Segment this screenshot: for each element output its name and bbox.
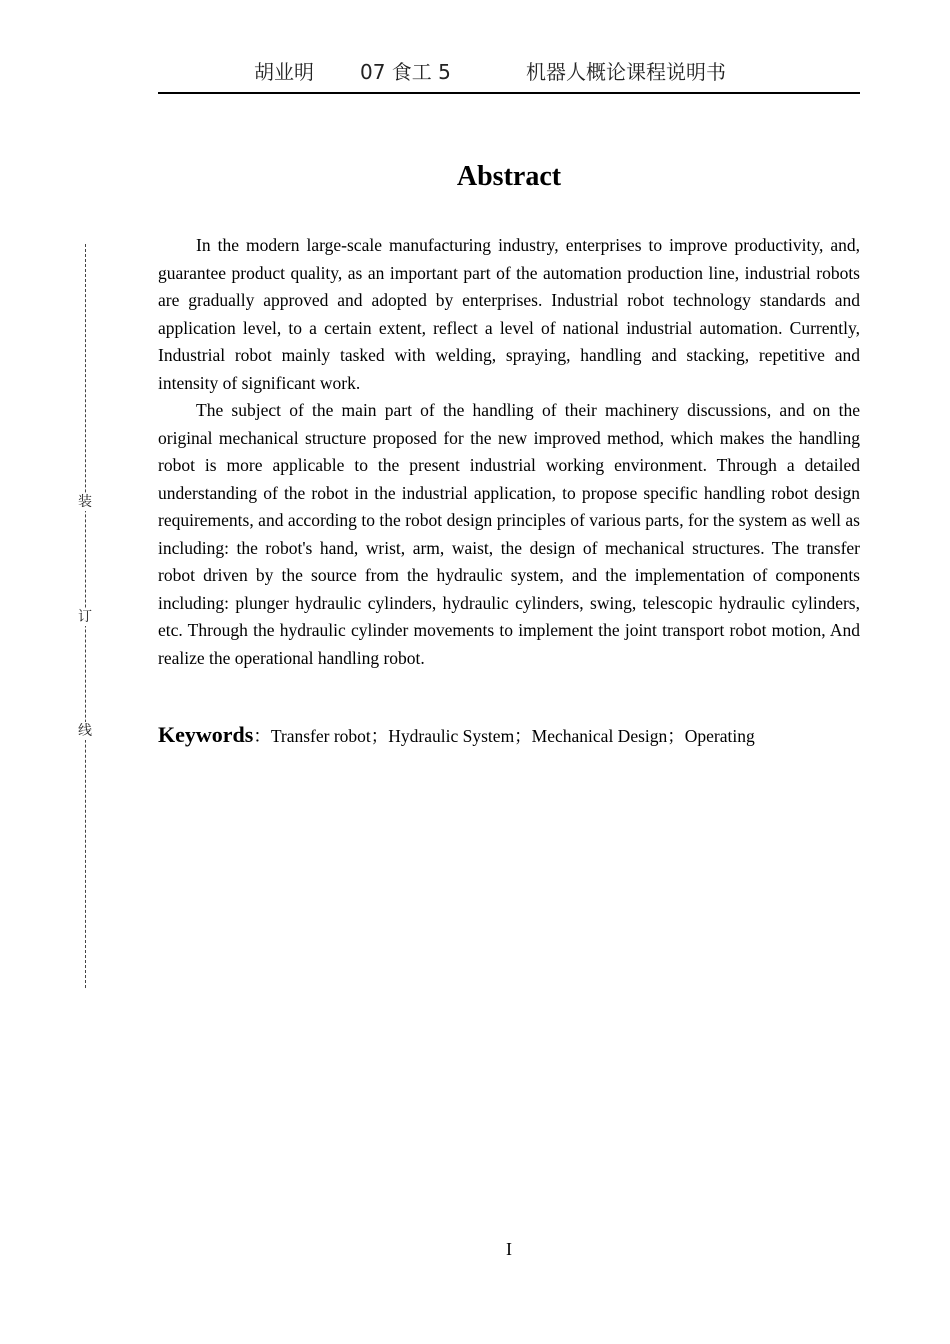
page-number: I [506,1239,512,1259]
keywords-line [158,720,860,751]
binding-char-ding: 订 [78,609,92,625]
abstract-body [158,232,860,672]
keywords-separator: ： [253,726,271,746]
keywords-label: Keywords [158,722,254,747]
header-course-title: 机器人概论课程说明书 [526,60,726,84]
abstract-paragraph: In the modern large-scale manufacturing industry, enterprises to improve productivity, and, guarantee product quality, as an important part of the automation production line, industrial robots are gradually approved and adopted by enterprises. Industrial robot technology standards and application level, to a certain extent, reflect a level of national industrial automation. Currently, Industrial robot mainly tasked with welding, spraying, handling and stacking, repetitive and intensity of significant work. [158,235,860,393]
abstract-heading: Abstract [456,161,562,192]
header-class: 07 食工 5 [360,60,451,84]
binding-char-xian: 线 [78,723,92,739]
header-author: 胡业明 [254,60,314,84]
binding-char-zhuang: 装 [78,494,92,510]
keywords-text: Transfer robot；Hydraulic System；Mechanical Design；Operating [270,726,755,746]
abstract-paragraph: The subject of the main part of the handling of their machinery discussions, and on the original mechanical structure proposed for the new improved method, which makes the handling robot is more applicable to the present industrial working environment. Through a detailed understanding of the robot in the industrial application, to propose specific handling robot design requirements, and according to the robot design principles of various parts, for the system as well as including: the robot's hand, wrist, arm, waist, the design of mechanical structures. The transfer robot driven by the source from the hydraulic system, and the implementation of components including: plunger hydraulic cylinders, hydraulic cylinders, swing, telescopic hydraulic cylinders, etc. Through the hydraulic cylinder movements to implement the joint transport robot motion, And realize the operational handling robot. [158,400,860,668]
page-header [158,58,860,94]
